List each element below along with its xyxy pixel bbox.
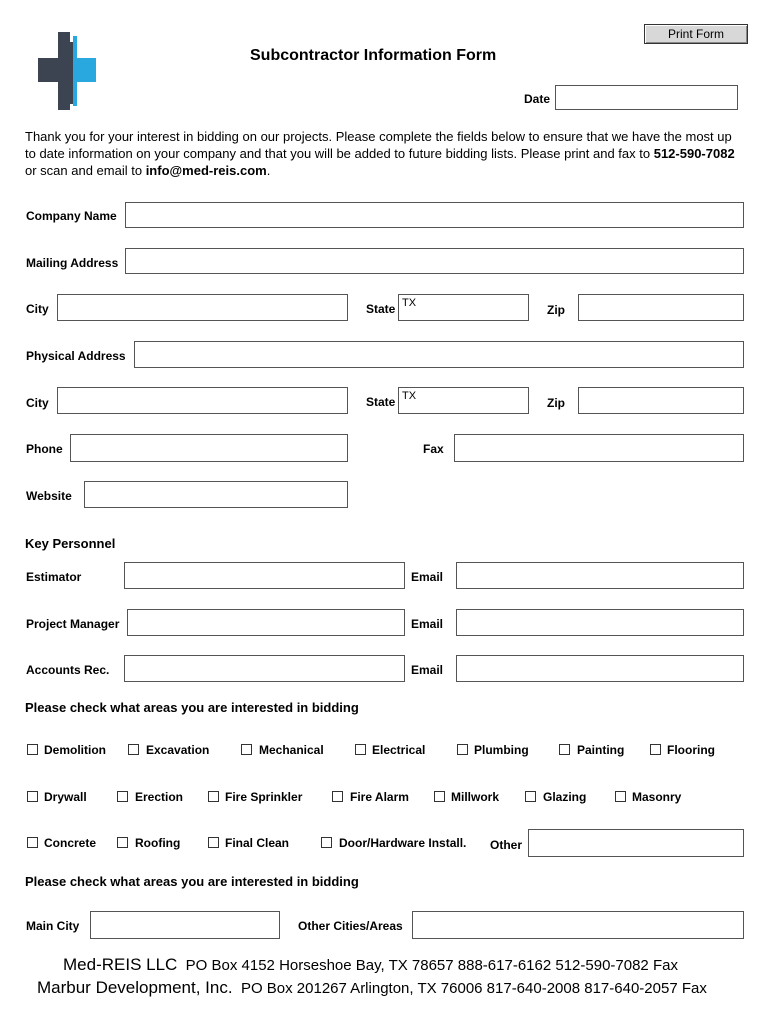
city2-field[interactable] xyxy=(57,387,348,414)
pm-email-label: Email xyxy=(411,617,444,631)
locations-heading: Please check what areas you are interested in bidding xyxy=(25,874,359,889)
state-label: State xyxy=(366,302,396,316)
city-label: City xyxy=(26,302,49,316)
zip2-label: Zip xyxy=(547,396,565,410)
masonry-checkbox[interactable] xyxy=(615,791,626,802)
physical-address-label: Physical Address xyxy=(26,349,126,363)
masonry-label: Masonry xyxy=(632,790,682,804)
excavation-label: Excavation xyxy=(146,743,210,757)
drywall-label: Drywall xyxy=(44,790,87,804)
drywall-checkbox[interactable] xyxy=(27,791,38,802)
state2-field[interactable]: TX xyxy=(398,387,529,414)
zip2-field[interactable] xyxy=(578,387,744,414)
demolition-checkbox[interactable] xyxy=(27,744,38,755)
accounts-email-label: Email xyxy=(411,663,444,677)
accounts-rec-field[interactable] xyxy=(124,655,405,682)
city-field[interactable] xyxy=(57,294,348,321)
electrical-label: Electrical xyxy=(372,743,426,757)
pm-email-field[interactable] xyxy=(456,609,744,636)
glazing-label: Glazing xyxy=(543,790,587,804)
company-name-field[interactable] xyxy=(125,202,744,228)
zip-label: Zip xyxy=(547,303,565,317)
plumbing-label: Plumbing xyxy=(474,743,529,757)
intro-paragraph: Thank you for your interest in bidding on our projects. Please complete the fields below to ensure that we have the most up to date information on your company and that you will be added to future bidding lists. Please print and fax to 512-590-7082 or scan and email to info@med-reis.com. xyxy=(25,129,735,178)
estimator-email-label: Email xyxy=(411,570,444,584)
mechanical-label: Mechanical xyxy=(259,743,324,757)
flooring-checkbox[interactable] xyxy=(650,744,661,755)
zip-field[interactable] xyxy=(578,294,744,321)
contact-email: info@med-reis.com xyxy=(145,163,267,178)
project-manager-label: Project Manager xyxy=(26,617,120,631)
roofing-checkbox[interactable] xyxy=(117,837,128,848)
erection-checkbox[interactable] xyxy=(117,791,128,802)
roofing-label: Roofing xyxy=(135,836,181,850)
painting-label: Painting xyxy=(577,743,625,757)
state2-label: State xyxy=(366,395,396,409)
estimator-label: Estimator xyxy=(26,570,82,584)
phone-label: Phone xyxy=(26,442,63,456)
date-label: Date xyxy=(524,92,551,106)
state-field[interactable]: TX xyxy=(398,294,529,321)
fire-alarm-checkbox[interactable] xyxy=(332,791,343,802)
final-clean-checkbox[interactable] xyxy=(208,837,219,848)
website-label: Website xyxy=(26,489,72,503)
estimator-email-field[interactable] xyxy=(456,562,744,589)
door-hardware-label: Door/Hardware Install. xyxy=(339,836,467,850)
erection-label: Erection xyxy=(135,790,184,804)
project-manager-field[interactable] xyxy=(127,609,405,636)
fire-alarm-label: Fire Alarm xyxy=(350,790,409,804)
excavation-checkbox[interactable] xyxy=(128,744,139,755)
concrete-label: Concrete xyxy=(44,836,97,850)
accounts-rec-label: Accounts Rec. xyxy=(26,663,110,677)
form-title: Subcontractor Information Form xyxy=(250,47,497,64)
estimator-field[interactable] xyxy=(124,562,405,589)
main-city-field[interactable] xyxy=(90,911,280,939)
main-city-label: Main City xyxy=(26,919,80,933)
demolition-label: Demolition xyxy=(44,743,106,757)
fax-field[interactable] xyxy=(454,434,744,462)
accounts-email-field[interactable] xyxy=(456,655,744,682)
fire-sprinkler-checkbox[interactable] xyxy=(208,791,219,802)
footer-address-1: PO Box 4152 Horseshoe Bay, TX 78657 888-617-6162 512-590-7082 Fax xyxy=(185,957,678,974)
flooring-label: Flooring xyxy=(667,743,715,757)
city2-label: City xyxy=(26,396,49,410)
electrical-checkbox[interactable] xyxy=(355,744,366,755)
fire-sprinkler-label: Fire Sprinkler xyxy=(225,790,303,804)
footer-line-1 xyxy=(63,955,678,975)
mechanical-checkbox[interactable] xyxy=(241,744,252,755)
final-clean-label: Final Clean xyxy=(225,836,290,850)
concrete-checkbox[interactable] xyxy=(27,837,38,848)
other-field[interactable] xyxy=(528,829,744,857)
footer-company-2: Marbur Development, Inc. xyxy=(37,978,233,997)
areas-heading: Please check what areas you are interested in bidding xyxy=(25,700,359,715)
company-name-label: Company Name xyxy=(26,209,117,223)
mailing-address-field[interactable] xyxy=(125,248,744,274)
footer-line-2 xyxy=(37,978,707,998)
glazing-checkbox[interactable] xyxy=(525,791,536,802)
footer-company-1: Med-REIS LLC xyxy=(63,955,178,974)
mailing-address-label: Mailing Address xyxy=(26,256,119,270)
physical-address-field[interactable] xyxy=(134,341,744,368)
other-cities-label: Other Cities/Areas xyxy=(298,919,403,933)
millwork-label: Millwork xyxy=(451,790,500,804)
millwork-checkbox[interactable] xyxy=(434,791,445,802)
fax-label: Fax xyxy=(423,442,444,456)
other-label: Other xyxy=(490,838,523,852)
footer-address-2: PO Box 201267 Arlington, TX 76006 817-640-2008 817-640-2057 Fax xyxy=(240,980,707,997)
date-field[interactable] xyxy=(555,85,738,110)
print-form-button[interactable]: Print Form xyxy=(644,24,748,44)
other-cities-field[interactable] xyxy=(412,911,744,939)
plumbing-checkbox[interactable] xyxy=(457,744,468,755)
fax-number: 512-590-7082 xyxy=(653,146,735,161)
website-field[interactable] xyxy=(84,481,348,508)
painting-checkbox[interactable] xyxy=(559,744,570,755)
door-hardware-checkbox[interactable] xyxy=(321,837,332,848)
med-reis-logo xyxy=(38,32,98,110)
key-personnel-heading: Key Personnel xyxy=(25,536,116,551)
phone-field[interactable] xyxy=(70,434,348,462)
